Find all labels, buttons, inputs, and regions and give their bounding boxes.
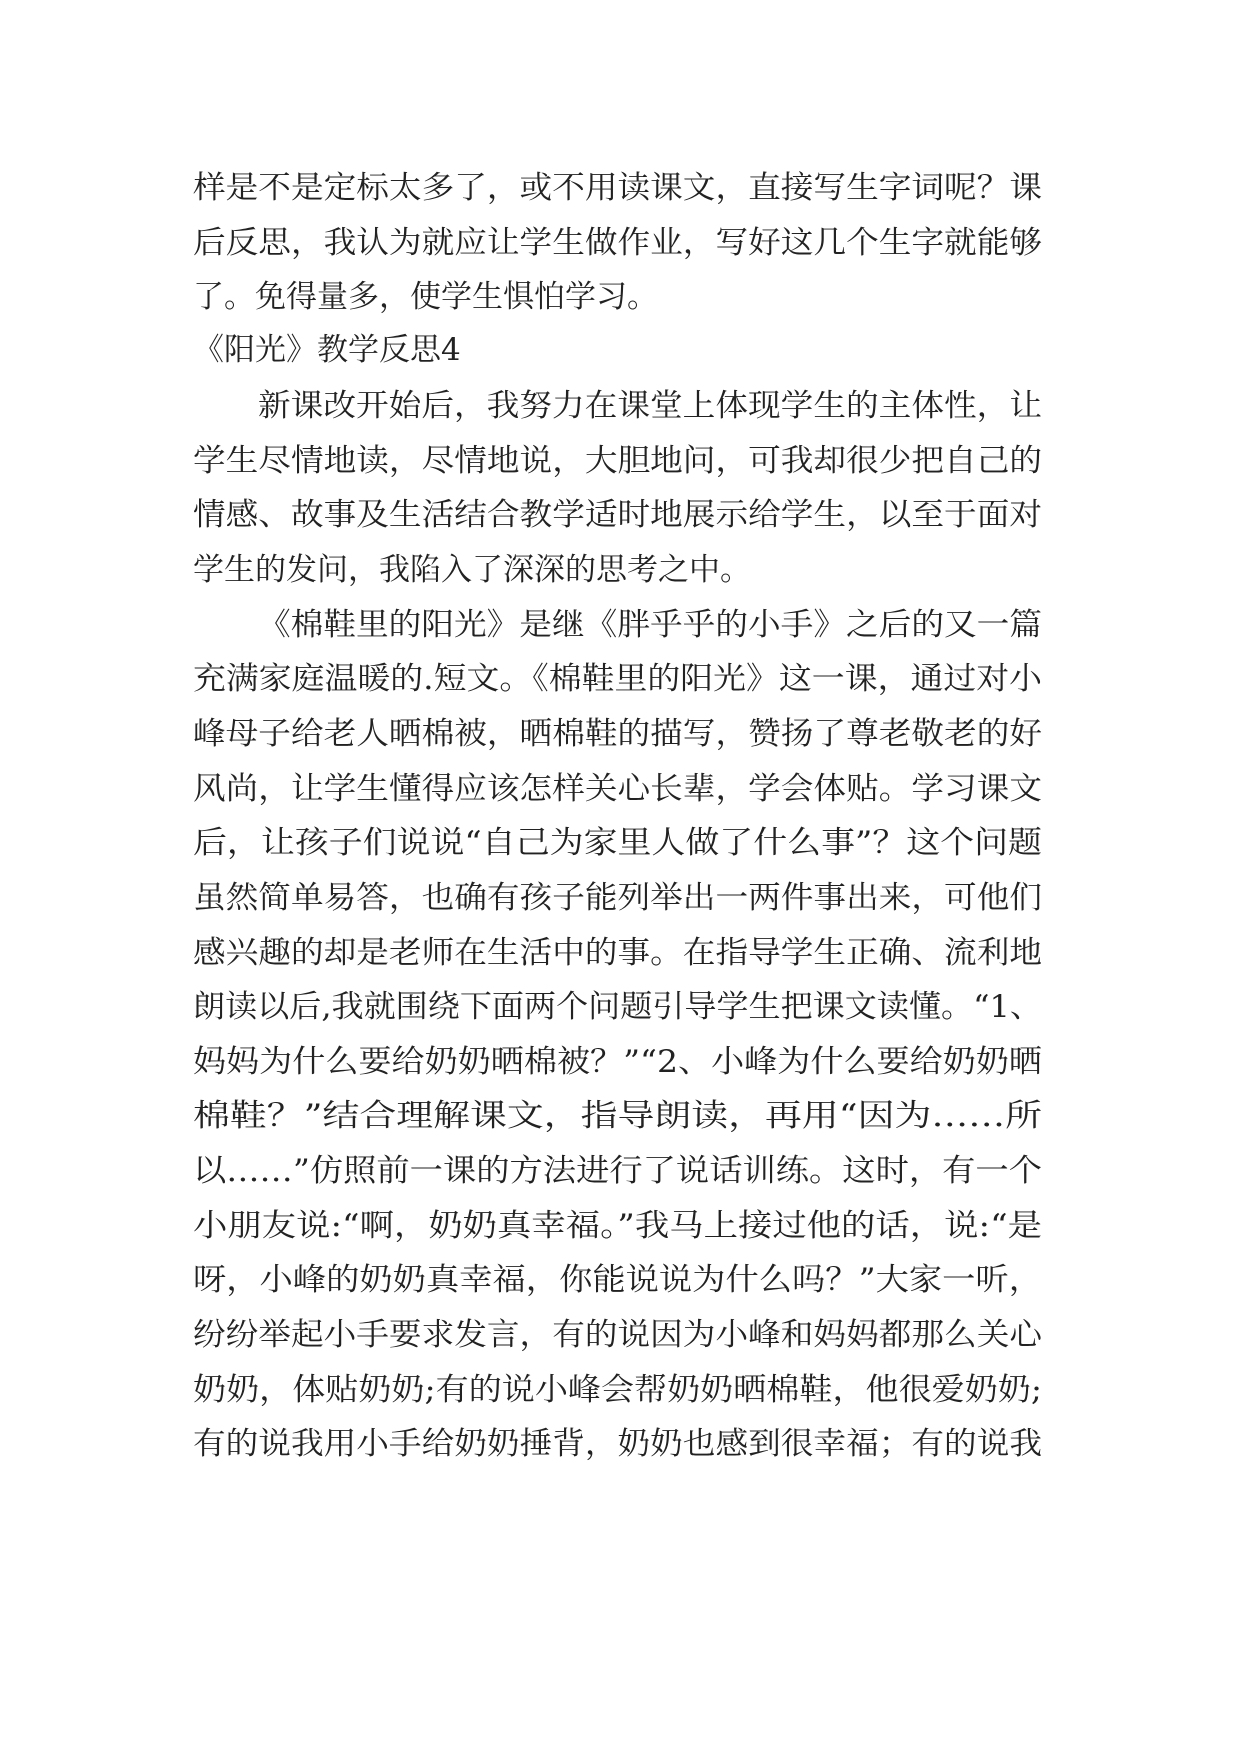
body-line (0, 272, 1241, 322)
line-text: 《棉鞋里的阳光》是继《胖乎乎的小手》之后的又一篇 (258, 607, 1042, 643)
body-line (0, 1091, 1241, 1141)
body-line (0, 545, 1241, 595)
line-text: 学生尽情地读，尽情地说，大胆地问，可我却很少把自己的 (193, 443, 1042, 479)
body-line (0, 928, 1241, 978)
body-line (0, 764, 1241, 814)
line-text: 呀，小峰的奶奶真幸福，你能说说为什么吗？”大家一听， (193, 1262, 1042, 1298)
body-line (0, 600, 1241, 650)
line-text: 峰母子给老人晒棉被，晒棉鞋的描写，赞扬了尊老敬老的好 (193, 716, 1042, 752)
line-text: 纷纷举起小手要求发言，有的说因为小峰和妈妈都那么关心 (193, 1317, 1042, 1353)
body-line (0, 1201, 1241, 1251)
body-line (0, 490, 1241, 540)
line-text: 样是不是定标太多了，或不用读课文，直接写生字词呢？课 (193, 170, 1042, 206)
body-line (0, 709, 1241, 759)
body-line (0, 381, 1241, 431)
body-line (0, 218, 1241, 268)
body-line (0, 654, 1241, 704)
line-text: 感兴趣的却是老师在生活中的事。在指导学生正确、流利地 (193, 935, 1042, 971)
line-text: 情感、故事及生活结合教学适时地展示给学生，以至于面对 (193, 497, 1042, 533)
line-text: 虽然简单易答，也确有孩子能列举出一两件事出来，可他们 (193, 880, 1042, 916)
body-line (0, 163, 1241, 213)
line-text: 妈妈为什么要给奶奶晒棉被？”“2、小峰为什么要给奶奶晒 (193, 1044, 1042, 1080)
line-text: 朗读以后,我就围绕下面两个问题引导学生把课文读懂。“1、 (193, 989, 1042, 1025)
body-line (0, 1365, 1241, 1415)
line-text: 后反思，我认为就应让学生做作业，写好这几个生字就能够 (193, 225, 1042, 261)
body-line (0, 818, 1241, 868)
body-line (0, 1255, 1241, 1305)
line-text: 小朋友说:“啊，奶奶真幸福。”我马上接过他的话，说:“是 (193, 1208, 1042, 1244)
body-line (0, 873, 1241, 923)
line-text: 充满家庭温暖的.短文。《棉鞋里的阳光》这一课，通过对小 (193, 661, 1042, 697)
heading-text: 《阳光》教学反思4 (193, 332, 461, 368)
body-line (0, 1419, 1241, 1469)
line-text: 有的说我用小手给奶奶捶背，奶奶也感到很幸福；有的说我 (193, 1426, 1042, 1462)
line-text: 新课改开始后，我努力在课堂上体现学生的主体性，让 (258, 388, 1042, 424)
line-text: 棉鞋？”结合理解课文，指导朗读，再用“因为……所 (193, 1098, 1042, 1134)
body-line (0, 982, 1241, 1032)
line-text: 后，让孩子们说说“自己为家里人做了什么事”？这个问题 (193, 825, 1042, 861)
body-line (0, 1310, 1241, 1360)
section-heading (0, 325, 1241, 375)
line-text: 奶奶，体贴奶奶;有的说小峰会帮奶奶晒棉鞋，他很爱奶奶; (193, 1372, 1042, 1408)
line-text: 风尚，让学生懂得应该怎样关心长辈，学会体贴。学习课文 (193, 771, 1042, 807)
line-text: 学生的发问，我陷入了深深的思考之中。 (193, 552, 751, 588)
body-line (0, 1037, 1241, 1087)
line-text: 以……”仿照前一课的方法进行了说话训练。这时，有一个 (193, 1153, 1042, 1189)
line-text: 了。免得量多，使学生惧怕学习。 (193, 279, 658, 315)
body-line (0, 436, 1241, 486)
body-line (0, 1146, 1241, 1196)
